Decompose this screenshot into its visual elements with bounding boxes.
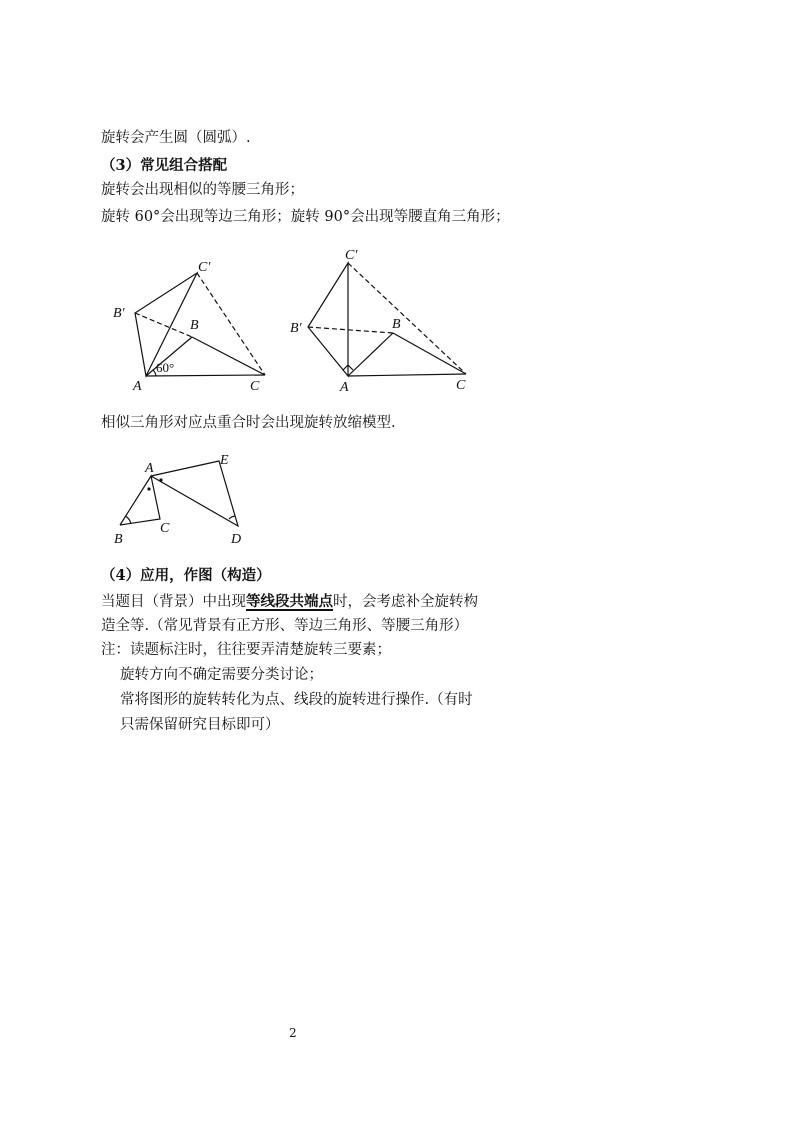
label-b: B: [392, 317, 401, 332]
angle-arc-b: [125, 516, 131, 524]
label-b-prime: B′: [290, 321, 302, 336]
figure-rotation-60: [100, 255, 290, 400]
heading-section-4: （4）应用，作图（构造）: [101, 567, 271, 584]
label-d: D: [231, 532, 242, 547]
heading-section-3: （3）常见组合搭配: [101, 157, 228, 174]
angle-dot-dae: [159, 478, 162, 481]
label-a: A: [145, 461, 154, 476]
label-c: C: [160, 521, 170, 536]
text-line-5-post: 时，会考虑补全旋转构: [333, 594, 478, 610]
segment-ac: [146, 375, 265, 376]
text-line-3: 旋转 60°会出现等边三角形；旋转 90°会出现等腰直角三角形；: [101, 209, 510, 225]
triangle-ab-prime-c-prime: [308, 263, 348, 376]
text-line-8: 旋转方向不确定需要分类讨论；: [120, 667, 323, 683]
triangle-aed: [151, 461, 238, 526]
segment-bb-prime-dashed: [135, 313, 192, 337]
page-number: 2: [289, 1026, 297, 1040]
figure-rotation-90: [288, 243, 478, 398]
triangle-abc: [120, 476, 160, 525]
text-line-6: 造全等.（常见背景有正方形、等边三角形、等腰三角形）: [101, 618, 469, 634]
angle-arc-d: [229, 516, 235, 519]
label-e: E: [220, 453, 229, 468]
label-a: A: [133, 379, 142, 394]
text-line-5-pre: 当题目（背景）中出现: [101, 594, 246, 610]
label-c-prime: C′: [198, 260, 211, 275]
text-line-1: 旋转会产生圆（圆弧）.: [101, 130, 251, 146]
label-b-prime: B′: [113, 306, 125, 321]
segment-bc: [192, 337, 265, 375]
segment-bc: [393, 333, 466, 374]
segment-ab: [348, 333, 393, 376]
label-b: B: [190, 318, 199, 333]
text-line-5: [101, 592, 478, 612]
text-line-7: 注：读题标注时，往往要弄清楚旋转三要素；: [101, 642, 391, 658]
label-c-prime: C′: [345, 248, 358, 263]
label-c: C: [250, 379, 260, 394]
label-angle-60: 60°: [156, 360, 175, 375]
segment-bb-prime-dashed: [308, 327, 393, 333]
text-line-10: 只需保留研究目标即可）: [120, 717, 280, 733]
label-a: A: [340, 380, 349, 395]
underlined-key-phrase: 等线段共端点: [246, 593, 333, 610]
label-b: B: [114, 532, 123, 547]
text-line-2: 旋转会出现相似的等腰三角形；: [101, 182, 304, 198]
segment-cc-prime-dashed: [348, 263, 466, 374]
text-line-9: 常将图形的旋转转化为点、线段的旋转进行操作.（有时: [120, 692, 473, 708]
text-line-4: 相似三角形对应点重合时会出现旋转放缩模型.: [101, 415, 396, 431]
label-c: C: [456, 378, 466, 393]
angle-dot-bac: [147, 487, 150, 490]
segment-cc-prime-dashed: [197, 273, 265, 375]
segment-ac: [348, 374, 466, 376]
figure-rotation-scaling: [105, 450, 255, 550]
